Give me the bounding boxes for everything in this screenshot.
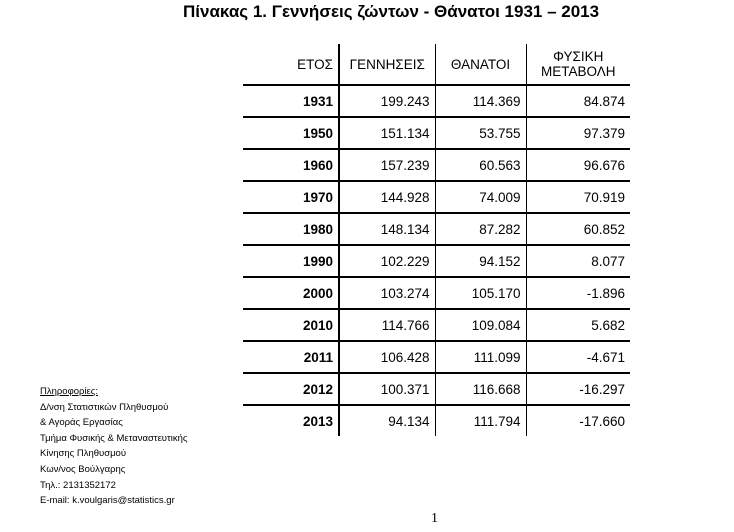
- natural-change-cell: -4.671: [526, 341, 630, 373]
- births-cell: 157.239: [339, 149, 435, 181]
- info-line-contact-name: Κων/νος Βούλγαρης: [40, 463, 126, 475]
- year-cell: 1980: [243, 213, 339, 245]
- births-cell: 151.134: [339, 117, 435, 149]
- table-row: [243, 117, 630, 149]
- year-cell: 1990: [243, 245, 339, 277]
- births-cell: 100.371: [339, 373, 435, 405]
- deaths-cell: 116.668: [435, 373, 526, 405]
- info-line-directorate: Δ/νση Στατιστικών Πληθυσμού: [40, 401, 169, 413]
- natural-change-cell: 5.682: [526, 309, 630, 341]
- deaths-cell: 87.282: [435, 213, 526, 245]
- info-line-population-movement: Κίνησης Πληθυσμού: [40, 448, 127, 460]
- table-row: [243, 341, 630, 373]
- year-cell: 2010: [243, 309, 339, 341]
- natural-change-cell: -16.297: [526, 373, 630, 405]
- table-header-row: [243, 44, 630, 85]
- table-row: [243, 181, 630, 213]
- natural-change-cell: -17.660: [579, 413, 625, 429]
- natural-change-cell: 97.379: [526, 117, 630, 149]
- deaths-cell: 109.084: [435, 309, 526, 341]
- natural-change-cell: -1.896: [526, 277, 630, 309]
- deaths-cell: 105.170: [435, 277, 526, 309]
- table-row: [243, 149, 630, 181]
- births-deaths-table: [243, 44, 630, 436]
- deaths-cell: 94.152: [435, 245, 526, 277]
- natural-change-cell: 8.077: [526, 245, 630, 277]
- births-cell: 103.274: [339, 277, 435, 309]
- table-row: [243, 373, 630, 405]
- natural-change-cell: 84.874: [526, 85, 630, 117]
- natural-change-cell: 96.676: [526, 149, 630, 181]
- info-heading: Πληροφορίες:: [40, 386, 98, 397]
- year-cell: 2011: [243, 341, 339, 373]
- natural-change-cell: 70.919: [526, 181, 630, 213]
- year-cell: 1970: [243, 181, 339, 213]
- page-number: 1: [431, 511, 438, 526]
- year-cell: 2012: [243, 373, 339, 405]
- natural-change-cell: 60.852: [526, 213, 630, 245]
- header-births: ΓΕΝΝΗΣΕΙΣ: [339, 44, 435, 85]
- header-year: ΕΤΟΣ: [243, 44, 339, 85]
- table-row: [243, 245, 630, 277]
- page-title: Πίνακας 1. Γεννήσεις ζώντων - Θάνατοι 1931 – 2013: [183, 2, 600, 21]
- births-cell: 102.229: [339, 245, 435, 277]
- deaths-cell: 60.563: [435, 149, 526, 181]
- table-row: [243, 277, 630, 309]
- info-line-phone: Τηλ.: 2131352172: [40, 479, 116, 491]
- info-line-email: E-mail: k.voulgaris@statistics.gr: [40, 495, 175, 507]
- births-cell: 94.134: [339, 405, 435, 436]
- births-cell: 106.428: [339, 341, 435, 373]
- header-deaths: ΘΑΝΑΤΟΙ: [435, 44, 526, 85]
- deaths-cell: 114.369: [435, 85, 526, 117]
- table-row: [243, 405, 630, 436]
- year-cell: 1931: [243, 85, 339, 117]
- header-natural-change: ΦΥΣΙΚΗ ΜΕΤΑΒΟΛΗ: [526, 44, 630, 85]
- year-cell: 1960: [243, 149, 339, 181]
- births-cell: 114.766: [339, 309, 435, 341]
- year-cell: 2013: [243, 405, 339, 436]
- year-cell: 2000: [243, 277, 339, 309]
- deaths-cell: 111.099: [435, 341, 526, 373]
- deaths-cell: 74.009: [435, 181, 526, 213]
- births-cell: 199.243: [339, 85, 435, 117]
- contact-info: [40, 384, 187, 509]
- info-line-labour-market: & Αγοράς Εργασίας: [40, 417, 123, 429]
- table-row: [243, 309, 630, 341]
- births-cell: 144.928: [339, 181, 435, 213]
- deaths-cell: 53.755: [435, 117, 526, 149]
- births-cell: 148.134: [339, 213, 435, 245]
- table-row: [243, 85, 630, 117]
- info-line-section: Τμήμα Φυσικής & Μεταναστευτικής: [40, 432, 188, 444]
- table-row: [243, 213, 630, 245]
- deaths-cell: 111.794: [435, 405, 526, 436]
- year-cell: 1950: [243, 117, 339, 149]
